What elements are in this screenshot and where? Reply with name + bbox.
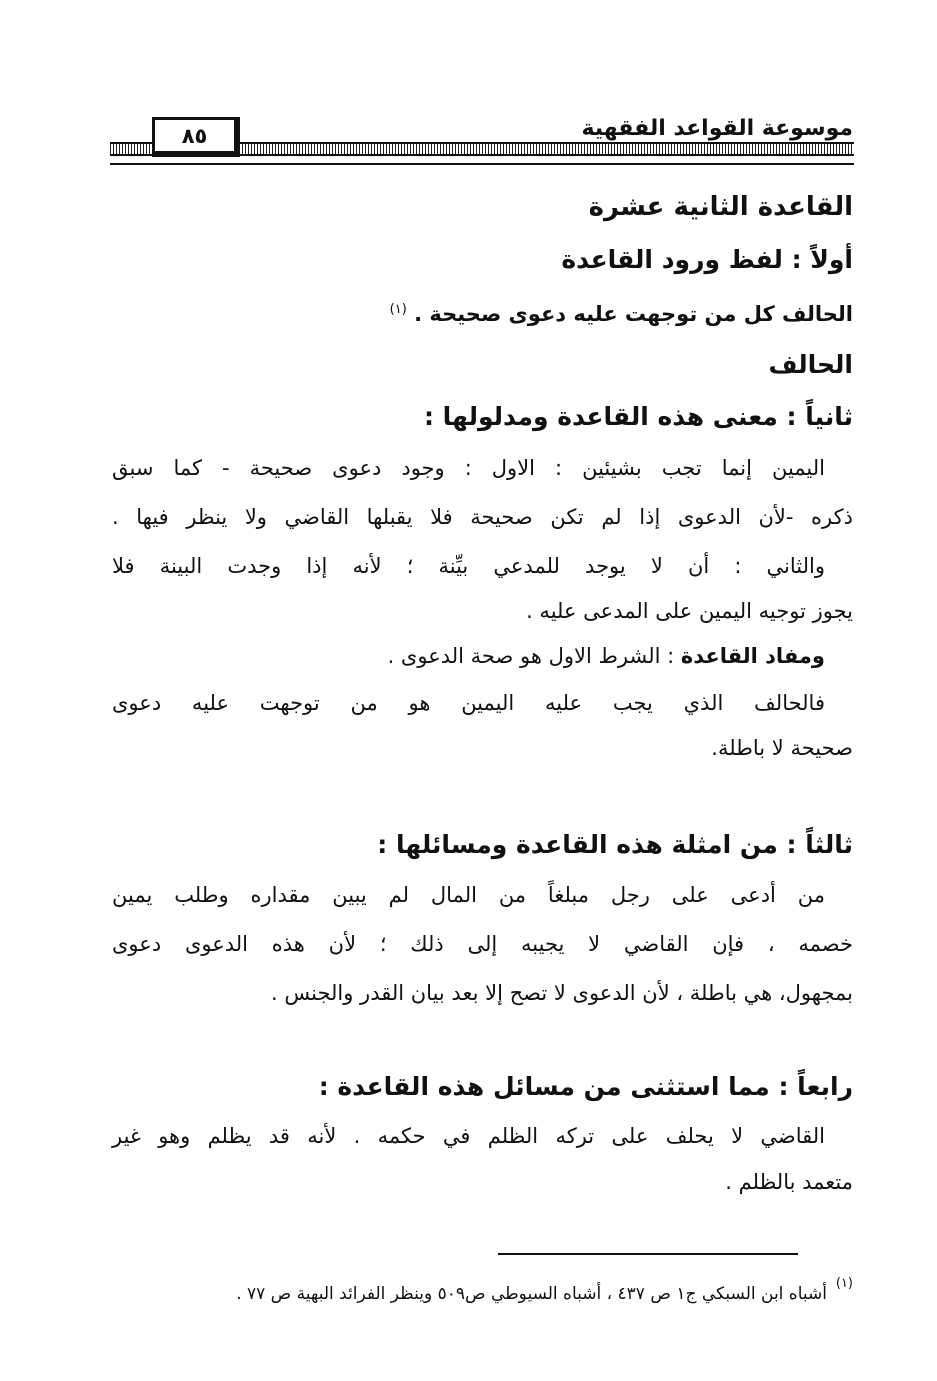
section3-line-3: بمجهول، هي باطلة ، لأن الدعوى لا تصح إلا بعد بيان القدر والجنس . bbox=[270, 981, 853, 1005]
rule-text: الحالف كل من توجهت عليه دعوى صحيحة . bbox=[414, 302, 853, 326]
footnote-reference: (١) bbox=[389, 302, 407, 317]
page-number: ٨٥ bbox=[152, 117, 240, 157]
section1-heading: أولاً : لفظ ورود القاعدة bbox=[561, 245, 853, 274]
footnote-separator bbox=[498, 1253, 798, 1255]
section2-line-1: اليمين إنما تجب بشيئين : الاول : وجود دعوى صحيحة - كما سبق bbox=[112, 456, 825, 480]
section2-line-6: صحيحة لا باطلة. bbox=[711, 736, 853, 760]
benefit-label: ومفاد القاعدة bbox=[680, 644, 825, 668]
section2-heading: ثانياً : معنى هذه القاعدة ومدلولها : bbox=[423, 402, 853, 431]
section3-line-2: خصمه ، فإن القاضي لا يجيبه إلى ذلك ؛ لأن هذه الدعوى دعوى bbox=[112, 932, 853, 956]
rule-text-line bbox=[112, 295, 853, 329]
rule-heading: القاعدة الثانية عشرة bbox=[588, 192, 853, 222]
section4-line-2: متعمد بالظلم . bbox=[725, 1170, 853, 1194]
benefit-line bbox=[112, 641, 825, 671]
section2-line-3: والثاني : أن لا يوجد للمدعي بيِّنة ؛ لأنه إذا وجدت البينة فلا bbox=[112, 554, 825, 578]
section4-line-1: القاضي لا يحلف على تركه الظلم في حكمه . لأنه قد يظلم وهو غير bbox=[112, 1124, 825, 1148]
section3-line-1: من أدعى على رجل مبلغاً من المال لم يبين مقداره وطلب يمين bbox=[112, 883, 825, 907]
header-rule bbox=[110, 163, 854, 165]
section2-line-4: يجوز توجيه اليمين على المدعى عليه . bbox=[526, 599, 853, 623]
section2-line-2: ذكره -لأن الدعوى إذا لم تكن صحيحة فلا يقبلها القاضي ولا ينظر فيها . bbox=[112, 505, 853, 529]
footnote-mark: (١) bbox=[835, 1276, 853, 1291]
running-header-title: موسوعة القواعد الفقهية bbox=[581, 116, 853, 141]
term-heading: الحالف bbox=[768, 350, 853, 379]
section3-heading: ثالثاً : من امثلة هذه القاعدة ومسائلها : bbox=[377, 830, 853, 859]
footnote-text: أشباه ابن السبكي ج١ ص ٤٣٧ ، أشباه السيوطي ص٥٠٩ وينظر الفرائد البهية ص ٧٧ . bbox=[236, 1284, 827, 1304]
benefit-text: : الشرط الاول هو صحة الدعوى . bbox=[387, 644, 675, 668]
section2-line-5: فالحالف الذي يجب عليه اليمين هو من توجهت عليه دعوى bbox=[112, 691, 825, 715]
section4-heading: رابعاً : مما استثنى من مسائل هذه القاعدة : bbox=[318, 1072, 853, 1101]
